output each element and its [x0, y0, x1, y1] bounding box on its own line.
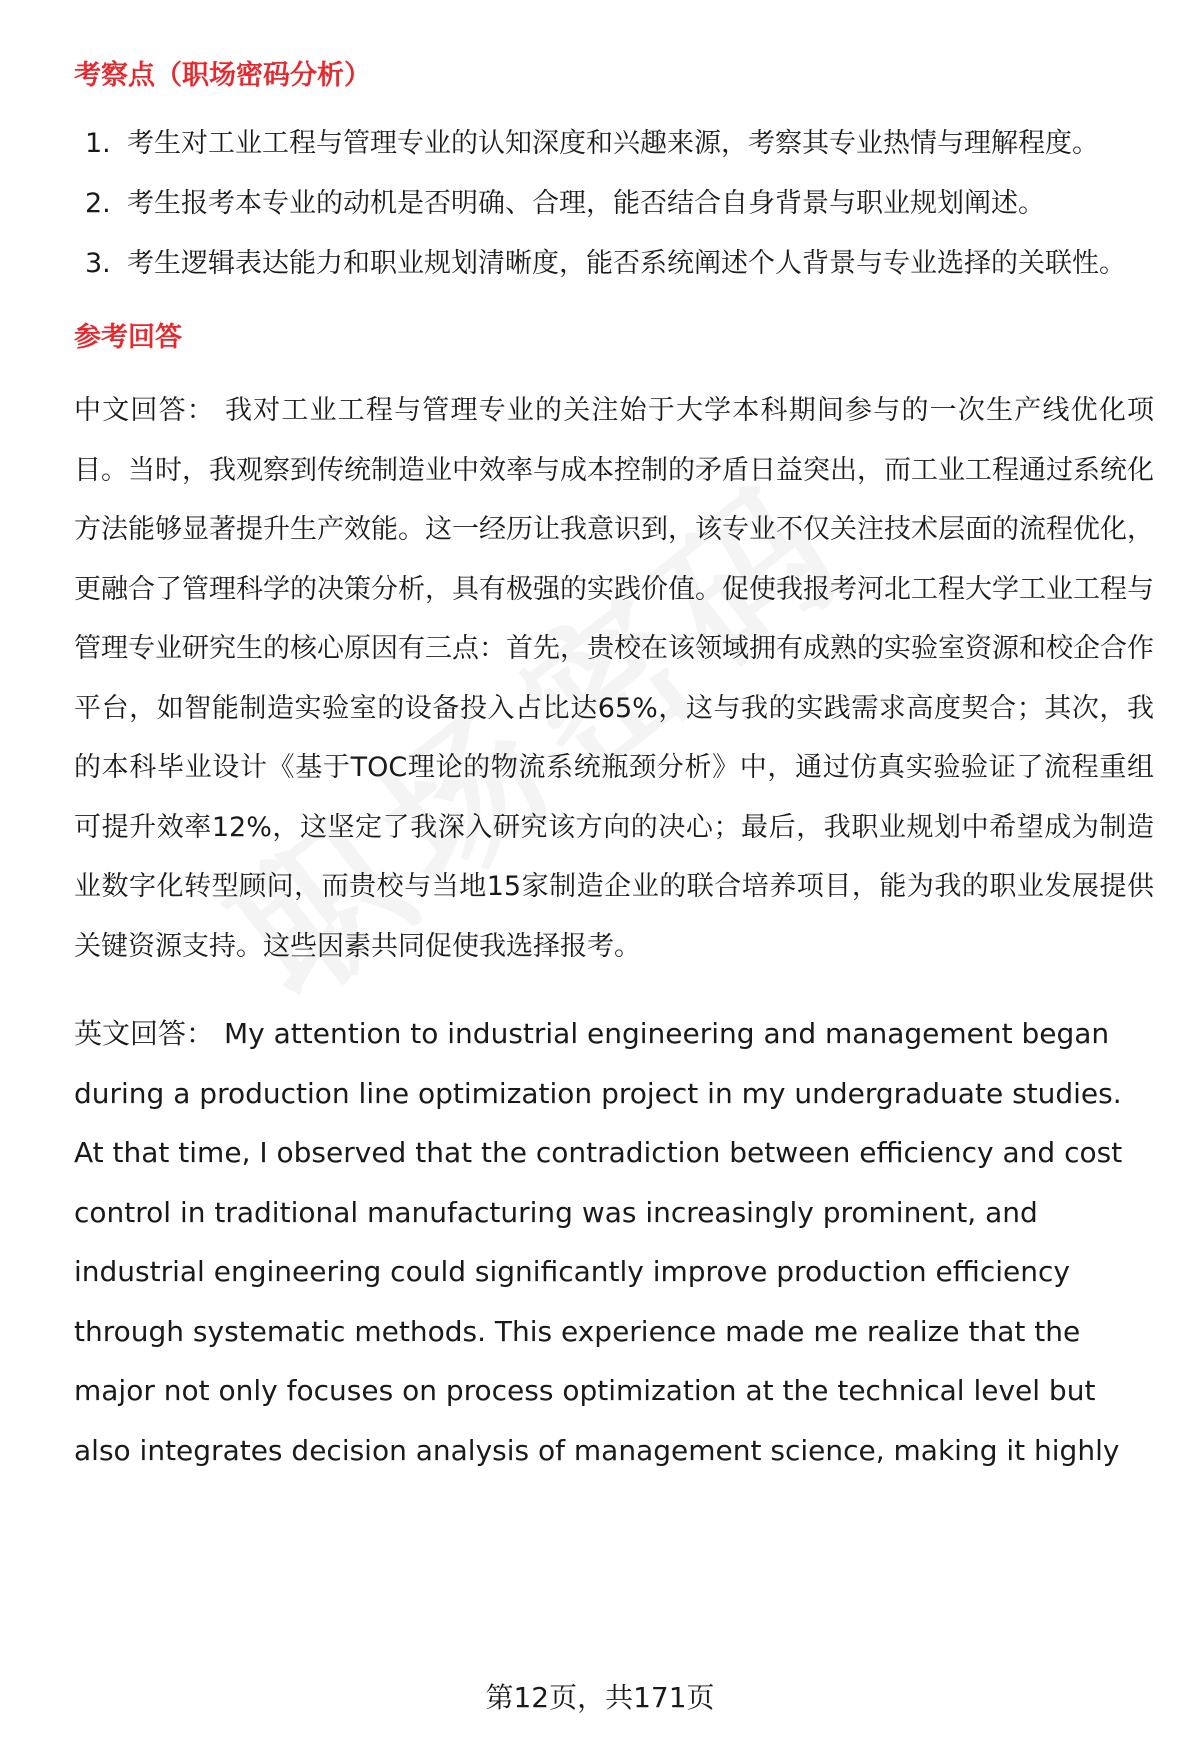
list-item-text: 考生对工业工程与管理专业的认知深度和兴趣来源，考察其专业热情与理解程度。	[127, 128, 1099, 159]
section-title-reference-answer: 参考回答	[74, 322, 182, 353]
english-answer-label: 英文回答：	[74, 1017, 215, 1050]
list-item-text: 考生逻辑表达能力和职业规划清晰度，能否系统阐述个人背景与专业选择的关联性。	[127, 248, 1126, 279]
list-item-number: 1.	[85, 128, 111, 159]
english-answer-paragraph	[74, 1004, 1154, 1480]
chinese-answer-paragraph	[74, 381, 1154, 976]
list-item	[74, 174, 1154, 234]
chinese-answer-text: 我对工业工程与管理专业的关注始于大学本科期间参与的一次生产线优化项目。当时，我观察到传统制造业中效率与成本控制的矛盾日益突出，而工业工程通过系统化方法能够显著提升生产效能。这一经历让我意识到，该专业不仅关注技术层面的流程优化，更融合了管理科学的决策分析，具有极强的实践价值。促使我报考河北工程大学工业工程与管理专业研究生的核心原因有三点：首先，贵校在该领域拥有成熟的实验室资源和校企合作平台，如智能制造实验室的设备投入占比达65%，这与我的实践需求高度契合；其次，我的本科毕业设计《基于TOC理论的物流系统瓶颈分析》中，通过仿真实验验证了流程重组可提升效率12%，这坚定了我深入研究该方向的决心；最后，我职业规划中希望成为制造业数字化转型顾问，而贵校与当地15家制造企业的联合培养项目，能为我的职业发展提供关键资源支持。这些因素共同促使我选择报考。	[74, 395, 1155, 962]
section-title-exam-points: 考察点（职场密码分析）	[74, 60, 371, 91]
page-number-footer: 第12页，共171页	[485, 1681, 715, 1714]
list-item-number: 3.	[85, 248, 111, 279]
list-item	[74, 234, 1154, 294]
content-area	[74, 58, 1154, 1480]
list-item	[74, 114, 1154, 174]
list-item-text: 考生报考本专业的动机是否明确、合理，能否结合自身背景与职业规划阐述。	[127, 188, 1045, 219]
exam-points-list	[74, 114, 1154, 294]
list-item-number: 2.	[85, 188, 111, 219]
english-answer-text: My attention to industrial engineering and management began during a production line optimization project in my undergraduate studies. At that time, I observed that the contradiction between efficiency and cost control in traditional manufacturing was increasingly prominent, and industrial engineering could significantly improve production efficiency through systematic methods. This experience made me realize that the major not only focuses on process optimization at the technical level but also integrates decision analysis of management science, making it highly	[74, 1017, 1123, 1467]
chinese-answer-label: 中文回答：	[74, 395, 215, 426]
